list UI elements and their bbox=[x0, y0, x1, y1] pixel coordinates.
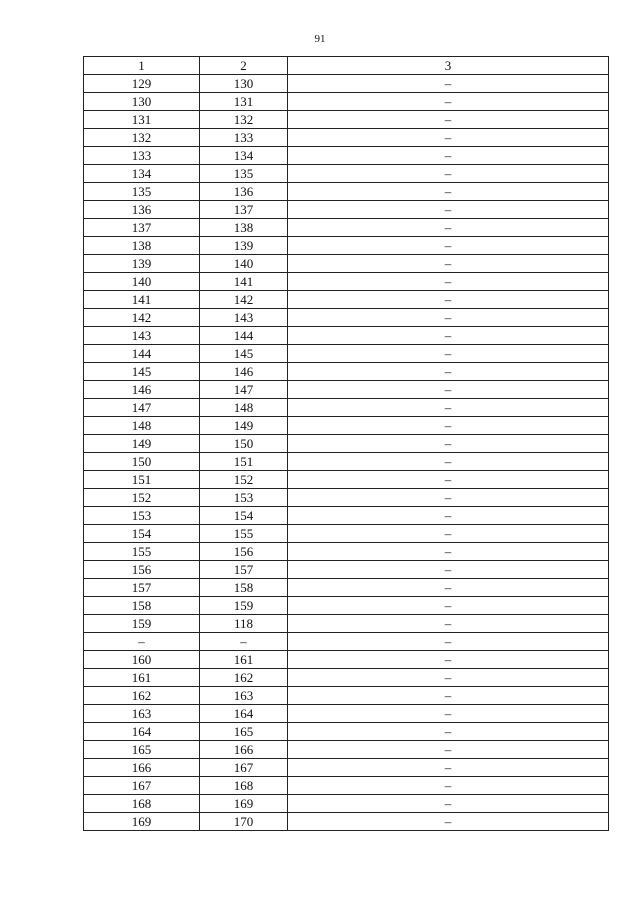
table-cell: – bbox=[288, 183, 609, 201]
table-row bbox=[84, 507, 609, 525]
data-table bbox=[83, 56, 609, 831]
table-cell: 147 bbox=[84, 399, 200, 417]
table-cell: – bbox=[288, 687, 609, 705]
table-row bbox=[84, 219, 609, 237]
table-cell: 133 bbox=[200, 129, 288, 147]
table-cell: – bbox=[288, 705, 609, 723]
table-row bbox=[84, 327, 609, 345]
table-cell: 144 bbox=[200, 327, 288, 345]
table-cell: 151 bbox=[200, 453, 288, 471]
table-row bbox=[84, 561, 609, 579]
table-cell: – bbox=[288, 525, 609, 543]
table-row bbox=[84, 597, 609, 615]
table-cell: – bbox=[288, 273, 609, 291]
table-cell: 146 bbox=[84, 381, 200, 399]
table-cell: – bbox=[288, 219, 609, 237]
table-cell: 166 bbox=[84, 759, 200, 777]
table-cell: 152 bbox=[200, 471, 288, 489]
table-cell: 156 bbox=[84, 561, 200, 579]
table-cell: 169 bbox=[200, 795, 288, 813]
table-cell: 141 bbox=[200, 273, 288, 291]
table-cell: 166 bbox=[200, 741, 288, 759]
table-cell: 138 bbox=[84, 237, 200, 255]
table-cell: – bbox=[288, 417, 609, 435]
table-cell: 168 bbox=[84, 795, 200, 813]
table-cell: – bbox=[288, 543, 609, 561]
table-cell: – bbox=[288, 669, 609, 687]
table-cell: – bbox=[288, 129, 609, 147]
table-cell: 164 bbox=[200, 705, 288, 723]
table-cell: 140 bbox=[200, 255, 288, 273]
table-cell: – bbox=[288, 453, 609, 471]
table-cell: 149 bbox=[200, 417, 288, 435]
table-cell: 134 bbox=[84, 165, 200, 183]
table-cell: 138 bbox=[200, 219, 288, 237]
table-cell: 147 bbox=[200, 381, 288, 399]
table-cell: – bbox=[288, 435, 609, 453]
table-cell: – bbox=[288, 597, 609, 615]
table-row bbox=[84, 111, 609, 129]
table-cell: 142 bbox=[200, 291, 288, 309]
table-cell: – bbox=[288, 381, 609, 399]
table-cell: – bbox=[288, 345, 609, 363]
table-cell: 157 bbox=[84, 579, 200, 597]
table-cell: 165 bbox=[84, 741, 200, 759]
table-cell: 118 bbox=[200, 615, 288, 633]
table-row bbox=[84, 489, 609, 507]
table-row bbox=[84, 93, 609, 111]
table-cell: 168 bbox=[200, 777, 288, 795]
table-cell: – bbox=[288, 237, 609, 255]
table-cell: – bbox=[288, 813, 609, 831]
table-body bbox=[84, 75, 609, 831]
table-cell: – bbox=[288, 327, 609, 345]
table-cell: 131 bbox=[200, 93, 288, 111]
table-cell: – bbox=[288, 795, 609, 813]
table-cell: 159 bbox=[200, 597, 288, 615]
table-cell: – bbox=[288, 615, 609, 633]
table-cell: 165 bbox=[200, 723, 288, 741]
table-cell: 160 bbox=[84, 651, 200, 669]
table-row bbox=[84, 543, 609, 561]
table-cell: – bbox=[288, 777, 609, 795]
table-cell: 135 bbox=[200, 165, 288, 183]
table-cell: – bbox=[288, 309, 609, 327]
table-row bbox=[84, 273, 609, 291]
table-row bbox=[84, 813, 609, 831]
table-row bbox=[84, 363, 609, 381]
table-cell: – bbox=[288, 759, 609, 777]
table-cell: 162 bbox=[84, 687, 200, 705]
table-row bbox=[84, 381, 609, 399]
page-number: 91 bbox=[314, 33, 326, 45]
table-header bbox=[84, 57, 609, 75]
table-row bbox=[84, 75, 609, 93]
table-row bbox=[84, 201, 609, 219]
table-row bbox=[84, 345, 609, 363]
table-cell: 143 bbox=[84, 327, 200, 345]
table-cell: 156 bbox=[200, 543, 288, 561]
table-cell: 158 bbox=[200, 579, 288, 597]
table-row bbox=[84, 651, 609, 669]
table-row bbox=[84, 687, 609, 705]
table-cell: – bbox=[288, 147, 609, 165]
table-cell: 151 bbox=[84, 471, 200, 489]
table-row bbox=[84, 291, 609, 309]
table-row bbox=[84, 453, 609, 471]
table-row bbox=[84, 183, 609, 201]
table-cell: 155 bbox=[200, 525, 288, 543]
table-row bbox=[84, 255, 609, 273]
table-cell: 149 bbox=[84, 435, 200, 453]
table-cell: 136 bbox=[200, 183, 288, 201]
column-header: 1 bbox=[84, 57, 200, 75]
table-cell: 161 bbox=[200, 651, 288, 669]
table-row bbox=[84, 615, 609, 633]
table-row bbox=[84, 399, 609, 417]
table-row bbox=[84, 525, 609, 543]
table-cell: – bbox=[288, 561, 609, 579]
table-cell: 167 bbox=[84, 777, 200, 795]
table-cell: 157 bbox=[200, 561, 288, 579]
table-row bbox=[84, 741, 609, 759]
table-row bbox=[84, 129, 609, 147]
table-cell: 137 bbox=[200, 201, 288, 219]
table-row bbox=[84, 795, 609, 813]
table-cell: 135 bbox=[84, 183, 200, 201]
table-cell: 161 bbox=[84, 669, 200, 687]
table-cell: 150 bbox=[84, 453, 200, 471]
table-cell: 152 bbox=[84, 489, 200, 507]
table-cell: – bbox=[288, 507, 609, 525]
table-cell: 159 bbox=[84, 615, 200, 633]
table-cell: 163 bbox=[84, 705, 200, 723]
table-cell: 142 bbox=[84, 309, 200, 327]
table-cell: 167 bbox=[200, 759, 288, 777]
table-cell: 164 bbox=[84, 723, 200, 741]
table-cell: – bbox=[288, 633, 609, 651]
table-cell: 146 bbox=[200, 363, 288, 381]
table-cell: 158 bbox=[84, 597, 200, 615]
table-cell: – bbox=[288, 741, 609, 759]
table-cell: – bbox=[288, 399, 609, 417]
column-header: 3 bbox=[288, 57, 609, 75]
table-row bbox=[84, 237, 609, 255]
table-cell: 132 bbox=[84, 129, 200, 147]
table-cell: 148 bbox=[200, 399, 288, 417]
table-row bbox=[84, 309, 609, 327]
table-row bbox=[84, 471, 609, 489]
table-cell: – bbox=[288, 75, 609, 93]
table-cell: – bbox=[200, 633, 288, 651]
table-cell: 130 bbox=[84, 93, 200, 111]
table-cell: – bbox=[288, 165, 609, 183]
table-row bbox=[84, 633, 609, 651]
table-cell: 150 bbox=[200, 435, 288, 453]
table-row bbox=[84, 579, 609, 597]
table-row bbox=[84, 669, 609, 687]
table-cell: 155 bbox=[84, 543, 200, 561]
table-cell: – bbox=[288, 651, 609, 669]
table-cell: 133 bbox=[84, 147, 200, 165]
table-cell: – bbox=[288, 471, 609, 489]
table-cell: 131 bbox=[84, 111, 200, 129]
table-row bbox=[84, 723, 609, 741]
header-row bbox=[84, 57, 609, 75]
table-row bbox=[84, 777, 609, 795]
table-cell: 136 bbox=[84, 201, 200, 219]
table-cell: 140 bbox=[84, 273, 200, 291]
table-cell: – bbox=[288, 291, 609, 309]
table-cell: – bbox=[288, 93, 609, 111]
table-row bbox=[84, 165, 609, 183]
table-cell: – bbox=[288, 579, 609, 597]
table-cell: 169 bbox=[84, 813, 200, 831]
table-cell: – bbox=[288, 255, 609, 273]
table-row bbox=[84, 435, 609, 453]
table-cell: 134 bbox=[200, 147, 288, 165]
table-cell: – bbox=[288, 489, 609, 507]
table-cell: 148 bbox=[84, 417, 200, 435]
table-cell: 139 bbox=[84, 255, 200, 273]
table-cell: – bbox=[84, 633, 200, 651]
table-cell: 141 bbox=[84, 291, 200, 309]
column-header: 2 bbox=[200, 57, 288, 75]
table-row bbox=[84, 705, 609, 723]
table-cell: 132 bbox=[200, 111, 288, 129]
table-cell: 129 bbox=[84, 75, 200, 93]
table-cell: – bbox=[288, 363, 609, 381]
table-cell: 130 bbox=[200, 75, 288, 93]
table-cell: – bbox=[288, 723, 609, 741]
table-cell: 137 bbox=[84, 219, 200, 237]
table-row bbox=[84, 147, 609, 165]
table-cell: 145 bbox=[84, 363, 200, 381]
table-cell: 162 bbox=[200, 669, 288, 687]
table-cell: 170 bbox=[200, 813, 288, 831]
table-cell: – bbox=[288, 201, 609, 219]
table-cell: 143 bbox=[200, 309, 288, 327]
table-row bbox=[84, 759, 609, 777]
table-cell: 145 bbox=[200, 345, 288, 363]
table-cell: 153 bbox=[200, 489, 288, 507]
table-cell: 139 bbox=[200, 237, 288, 255]
table-cell: 144 bbox=[84, 345, 200, 363]
table-cell: 154 bbox=[200, 507, 288, 525]
table-cell: 163 bbox=[200, 687, 288, 705]
table-cell: – bbox=[288, 111, 609, 129]
table-cell: 154 bbox=[84, 525, 200, 543]
table-row bbox=[84, 417, 609, 435]
table-cell: 153 bbox=[84, 507, 200, 525]
